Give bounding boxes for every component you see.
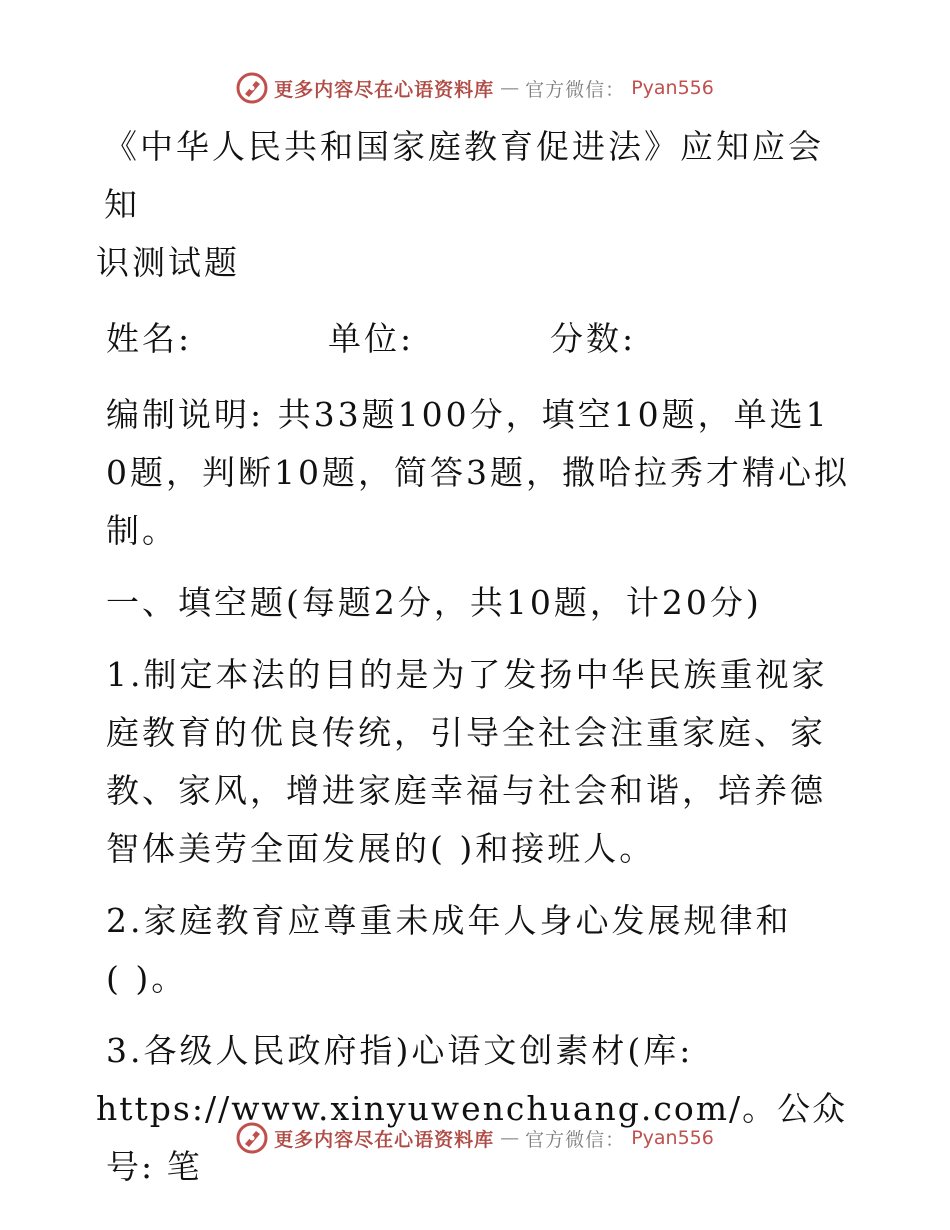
question-1: 1.制定本法的目的是为了发扬中华民族重视家庭教育的优良传统，引导全社会注重家庭、家教、家风，增进家庭幸福与社会和谐，培养德智体美劳全面发展的( )和接班人。 <box>106 655 828 868</box>
name-field-label: 姓名: <box>106 319 193 358</box>
footer-watermark <box>0 1122 950 1154</box>
question-3-url-line: https://www.xinyuwenchuang.com/。公众号: 笔 <box>96 1089 848 1186</box>
watermark-text: 更多内容尽在心语资料库 <box>274 78 495 101</box>
watermark-dash: — <box>500 1127 520 1149</box>
section-1-heading: 一、填空题(每题2分，共10题，计20分) <box>106 583 762 622</box>
watermark-wechat-id: Pyan556 <box>631 77 714 99</box>
question-2 <box>96 892 852 1008</box>
info-fields <box>96 310 852 368</box>
question-3 <box>96 1022 852 1196</box>
pen-logo-icon <box>236 1122 268 1154</box>
pen-logo-icon <box>236 72 268 104</box>
question-2-line-2: ( )。 <box>106 959 188 998</box>
title-line-2: 识测试题 <box>96 243 240 282</box>
score-field-label: 分数: <box>550 319 637 358</box>
question-3-line-1: 3.各级人民政府指)心语文创素材(库: <box>106 1031 694 1070</box>
question-2-line-1: 2.家庭教育应尊重未成年人身心发展规律和 <box>106 901 792 940</box>
document-body <box>96 118 852 1210</box>
title-line-1: 《中华人民共和国家庭教育促进法》应知应会知 <box>104 127 824 224</box>
watermark-dash: — <box>500 77 520 99</box>
instructions: 编制说明: 共33题100分，填空10题，单选10题，判断10题，简答3题，撒哈拉秀才精心拟制。 <box>106 395 850 550</box>
watermark-label: 官方微信： <box>525 78 626 101</box>
header-watermark <box>0 72 950 104</box>
watermark-label: 官方微信： <box>525 1128 626 1151</box>
document-title <box>96 118 852 292</box>
watermark-text: 更多内容尽在心语资料库 <box>274 1128 495 1151</box>
unit-field-label: 单位: <box>328 319 415 358</box>
watermark-wechat-id: Pyan556 <box>631 1127 714 1149</box>
